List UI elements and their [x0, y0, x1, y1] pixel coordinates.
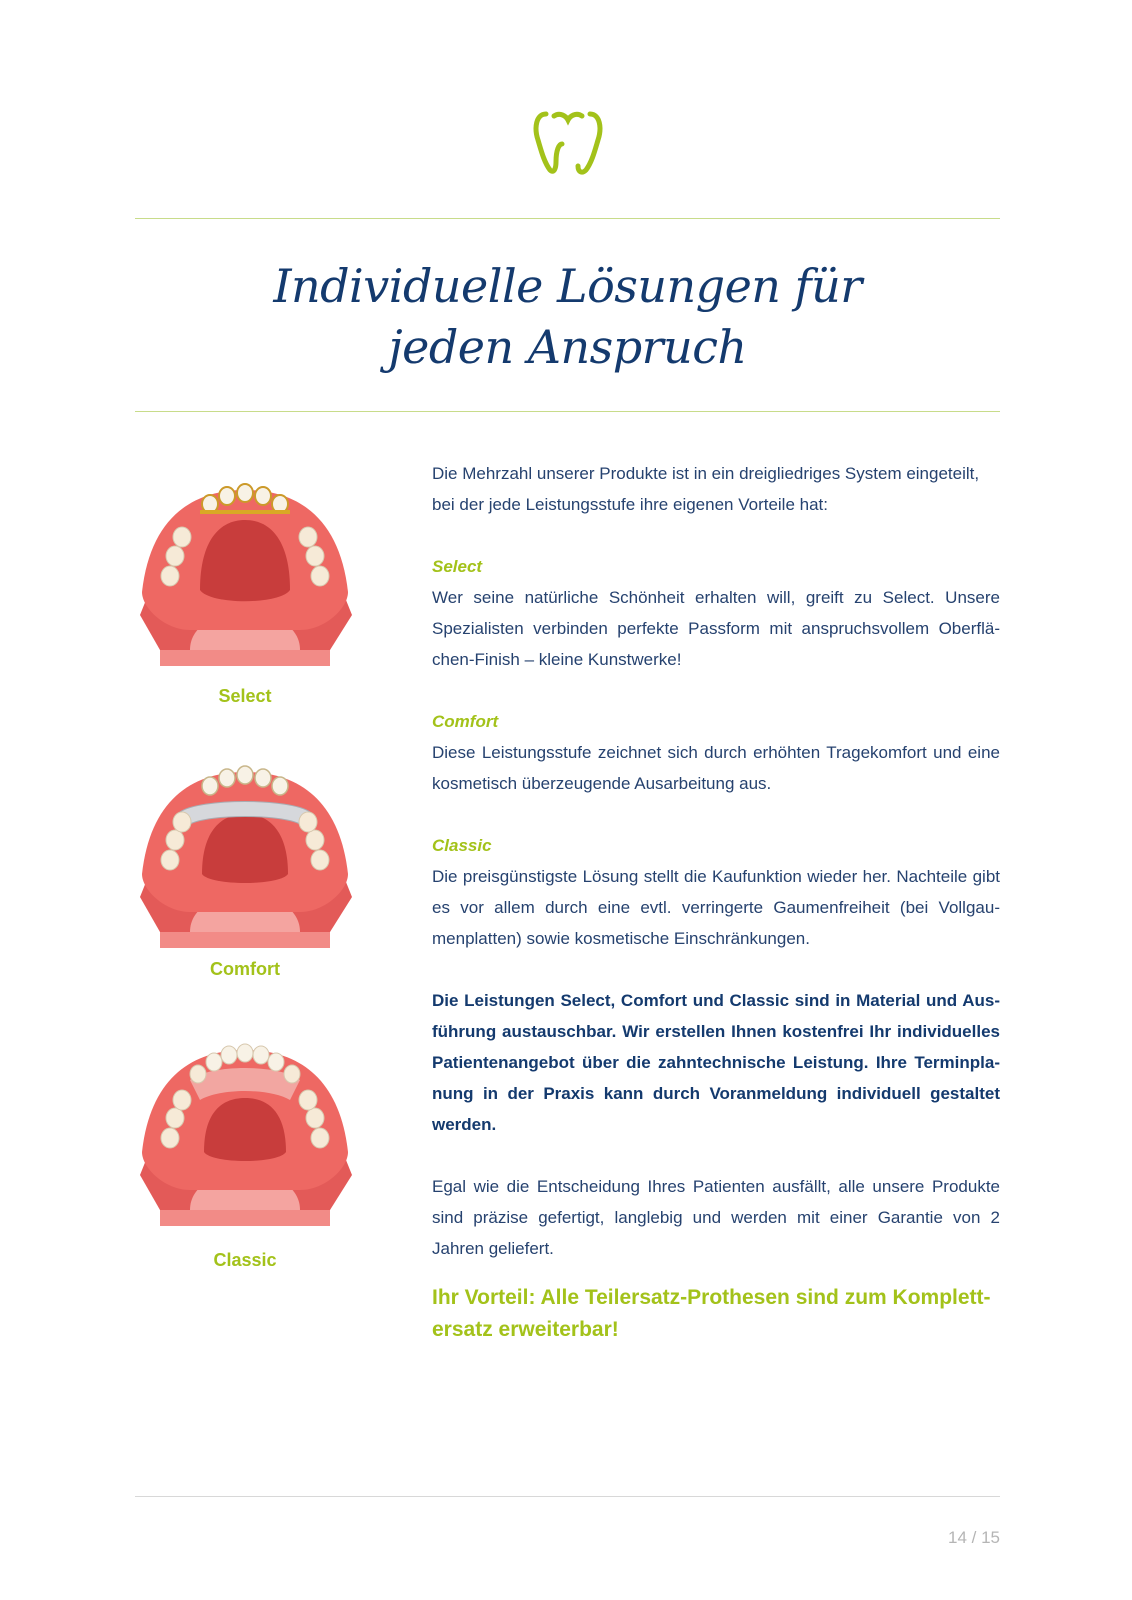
- denture-classic-image: [130, 1040, 360, 1230]
- footer-divider: [135, 1496, 1000, 1497]
- level-classic: [432, 830, 1000, 954]
- comfort-image-label: Comfort: [210, 959, 280, 979]
- level-title: Select: [432, 557, 483, 576]
- select-image-label: Select: [218, 686, 272, 706]
- level-title: Classic: [432, 836, 492, 855]
- guarantee-paragraph: Egal wie die Entscheidung Ihres Patienten ausfällt, alle unsere Produkte sind präzise gefertigt, langlebig und werden mit einer Garantie von 2 Jahren geliefert.: [432, 1177, 1000, 1258]
- level-text: Die preisgünstigste Lösung stellt die Kaufunktion wieder her. Nachteile gibt es vor allem durch eine evtl. verringerte Gaumenfreiheit (bei Vollgaumenplatten) sowie kosmetische Einschränkungen.: [432, 867, 1000, 948]
- level-text: Diese Leistungsstufe zeichnet sich durch erhöhten Tragekomfort und eine kosmetisch überzeugende Ausarbeitung aus.: [432, 743, 1000, 793]
- title-line-2: jeden Anspruch: [388, 320, 747, 374]
- denture-comfort-image: [130, 762, 360, 952]
- advantage-highlight: Ihr Vorteil: Alle Teilersatz-Prothesen sind zum Komplettersatz erweiterbar!: [432, 1286, 991, 1341]
- level-title: Comfort: [432, 712, 499, 731]
- page-title: [135, 256, 1000, 378]
- top-divider: [135, 218, 1000, 219]
- denture-select-image: [130, 480, 360, 670]
- bold-paragraph: Die Leistungen Select, Comfort und Classic sind in Material und Ausführung austauschbar. Wir erstellen Ihnen kostenfrei Ihr individuelles Patientenangebot über die zahntechnische Leistung. Ihre Terminplanung in der Praxis kann durch Voranmeldung individuell gestaltet werden.: [432, 991, 1000, 1134]
- intro-text: Die Mehrzahl unserer Produkte ist in ein dreigliedriges System eingeteilt, bei der jede Leistungsstufe ihre eigenen Vorteile hat:: [432, 464, 980, 514]
- exchange-note: [432, 985, 1000, 1140]
- tooth-icon: [532, 104, 604, 176]
- level-comfort: [432, 706, 1000, 799]
- classic-image-label: Classic: [213, 1250, 277, 1270]
- page-number: 14 / 15: [948, 1528, 1000, 1547]
- guarantee-note: [432, 1171, 1000, 1264]
- level-text: Wer seine natürliche Schönheit erhalten will, greift zu Select. Unsere Spezialisten verbinden perfekte Passform mit anspruchsvollem Oberflächen-Finish – kleine Kunstwerke!: [432, 588, 1000, 669]
- main-content: [432, 458, 1000, 1346]
- level-select: [432, 551, 1000, 675]
- title-line-1: Individuelle Lösungen für: [273, 259, 862, 313]
- title-divider: [135, 411, 1000, 412]
